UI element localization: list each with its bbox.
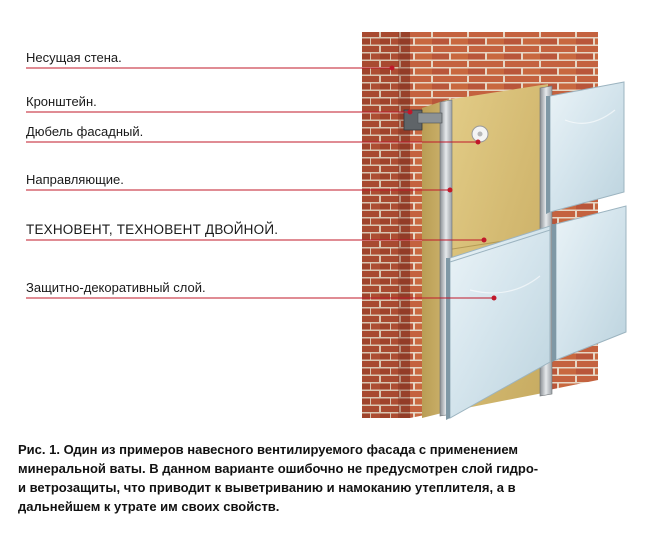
panel-edge-bottom	[446, 258, 450, 420]
label-load-bearing-wall: Несущая стена.	[26, 50, 122, 65]
panel-top-right	[550, 82, 624, 212]
bracket-arm	[418, 113, 442, 123]
label-bracket: Кронштейн.	[26, 94, 97, 109]
label-facade-dowel: Дюбель фасадный.	[26, 124, 144, 139]
label-guides: Направляющие.	[26, 172, 124, 187]
caption-line-1: Рис. 1. Один из примеров навесного вентилируемого фасада с применением	[18, 442, 518, 457]
caption-line-2: минеральной ваты. В данном варианте ошибочно не предусмотрен слой гидро-	[18, 461, 539, 476]
brick-wall-edge-shadow	[398, 32, 410, 418]
caption-line-3: и ветрозащиты, что приводит к выветриванию и намоканию утеплителя, а в	[18, 480, 516, 495]
caption-line-4: дальнейшем к утрате им своих свойств.	[18, 499, 280, 514]
panel-bottom-right	[556, 206, 626, 360]
leader-dot-guides	[448, 188, 453, 193]
leader-dot-cladding	[492, 296, 497, 301]
panel-edge-top	[546, 96, 550, 214]
facade-dowel	[472, 126, 488, 142]
leader-dot-wall	[390, 66, 395, 71]
leader-dot-bracket	[408, 110, 413, 115]
leader-dot-insulation	[482, 238, 487, 243]
label-insulation: ТЕХНОВЕНТ, ТЕХНОВЕНТ ДВОЙНОЙ.	[26, 222, 279, 237]
dowel-center	[478, 132, 483, 137]
figure-caption	[18, 440, 648, 516]
leader-dot-dowel	[476, 140, 481, 145]
label-protective-layer: Защитно-декоративный слой.	[26, 280, 206, 295]
panel-edge-right	[552, 224, 556, 362]
